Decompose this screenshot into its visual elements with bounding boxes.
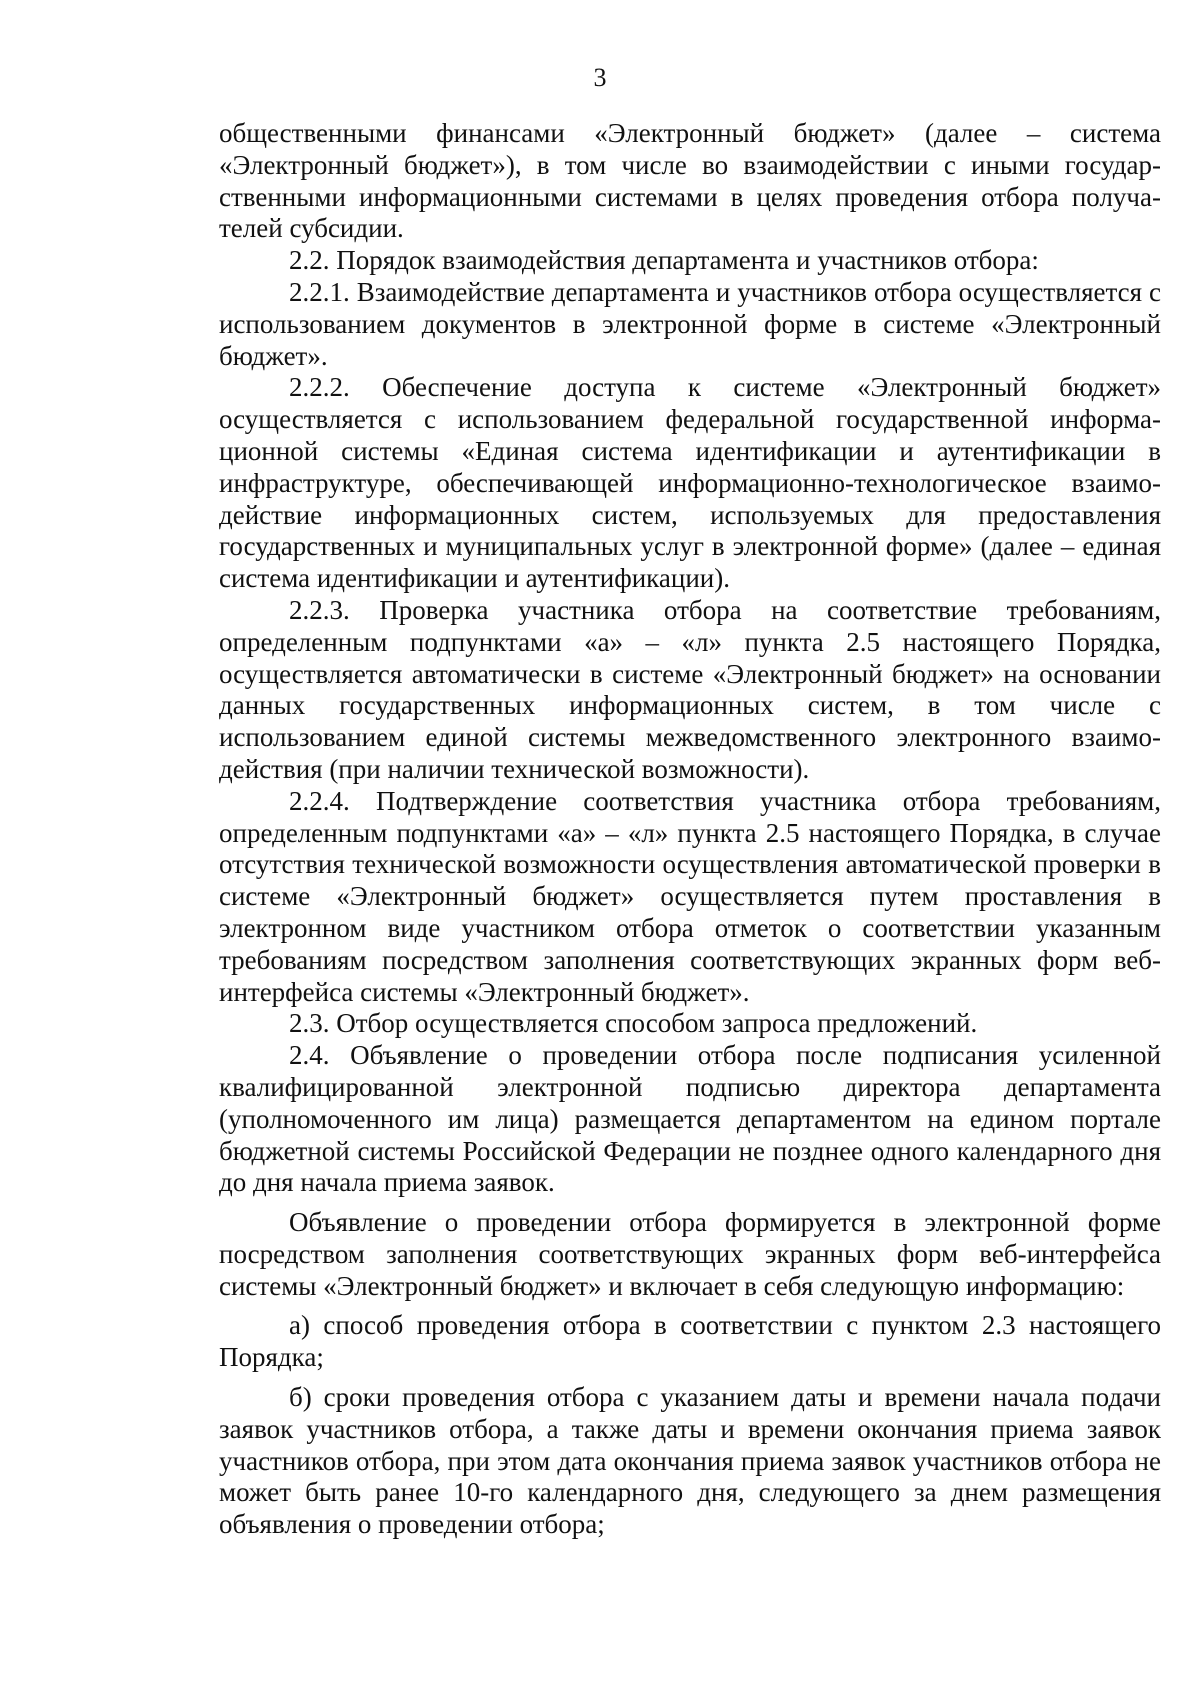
- paragraph-2-2-2: 2.2.2. Обеспечение доступа к системе «Электронный бюджет» осуществляется с использованием федеральной государственной информационной системы «Единая система идентификации и аутентификации в инфраструктуре, обеспечивающей информационно-технологическое взаимодействие информационных систем, используемых для предоставления государственных и муниципальных услуг в электронной форме» (далее – единая система идентификации и аутентификации).: [219, 372, 1161, 594]
- paragraph-announcement: Объявление о проведении отбора формируется в электронной форме посредством заполнения соответствующих экранных форм веб-интерфейса системы «Электронный бюджет» и включает в себя следующую информацию:: [219, 1207, 1161, 1301]
- paragraph-2-2-1: 2.2.1. Взаимодействие департамента и участников отбора осуществляется с использованием документов в электронной форме в системе «Электронный бюджет».: [219, 276, 1161, 371]
- paragraph-2-4: 2.4. Объявление о проведении отбора после подписания усиленной квалифицированной электронной подписью директора департамента (уполномоченного им лица) размещается департаментом на едином портале бюджетной системы Российской Федерации не позднее одного календарного дня до дня начала приема заявок.: [219, 1040, 1161, 1198]
- page-number: 3: [593, 63, 607, 92]
- paragraph-item-b: б) сроки проведения отбора с указанием даты и времени начала подачи заявок участников отбора, а также даты и времени окончания приема заявок участников отбора, при этом дата окончания приема заявок участников отбора не может быть ранее 10-го календарного дня, следующего за днем размещения объявления о проведении отбора;: [219, 1382, 1161, 1540]
- document-body: [219, 118, 1161, 1541]
- paragraph-item-a: а) способ проведения отбора в соответствии с пунктом 2.3 настоящего Порядка;: [219, 1310, 1161, 1373]
- paragraph-2-2: 2.2. Порядок взаимодействия департамента и участников отбора:: [289, 245, 1039, 276]
- paragraph-2-2-4: 2.2.4. Подтверждение соответствия участника отбора требованиям, определенным подпунктами «а» – «л» пункта 2.5 настоящего Порядка, в случае отсутствия технической возможности осуществления автоматической проверки в системе «Электронный бюджет» осуществляется путем проставления в электронном виде участником отбора отметок о соответствии указанным требованиям посредством заполнения соответствующих экранных форм веб-интерфейса системы «Электронный бюджет».: [219, 785, 1161, 1007]
- paragraph-2-2-3: 2.2.3. Проверка участника отбора на соответствие требованиям, определенным подпунктами «а» – «л» пункта 2.5 настоящего Порядка, осуществляется автоматически в системе «Электронный бюджет» на основании данных государственных информационных систем, в том числе с использованием единой системы межведомственного электронного взаимодействия (при наличии технической возможности).: [219, 594, 1161, 784]
- paragraph-2-3: 2.3. Отбор осуществляется способом запроса предложений.: [289, 1008, 978, 1039]
- paragraph-intro: общественными финансами «Электронный бюджет» (далее – система «Электронный бюджет»), в том числе во взаимодействии с иными государственными информационными системами в целях проведения отбора получателей субсидии.: [219, 118, 1161, 244]
